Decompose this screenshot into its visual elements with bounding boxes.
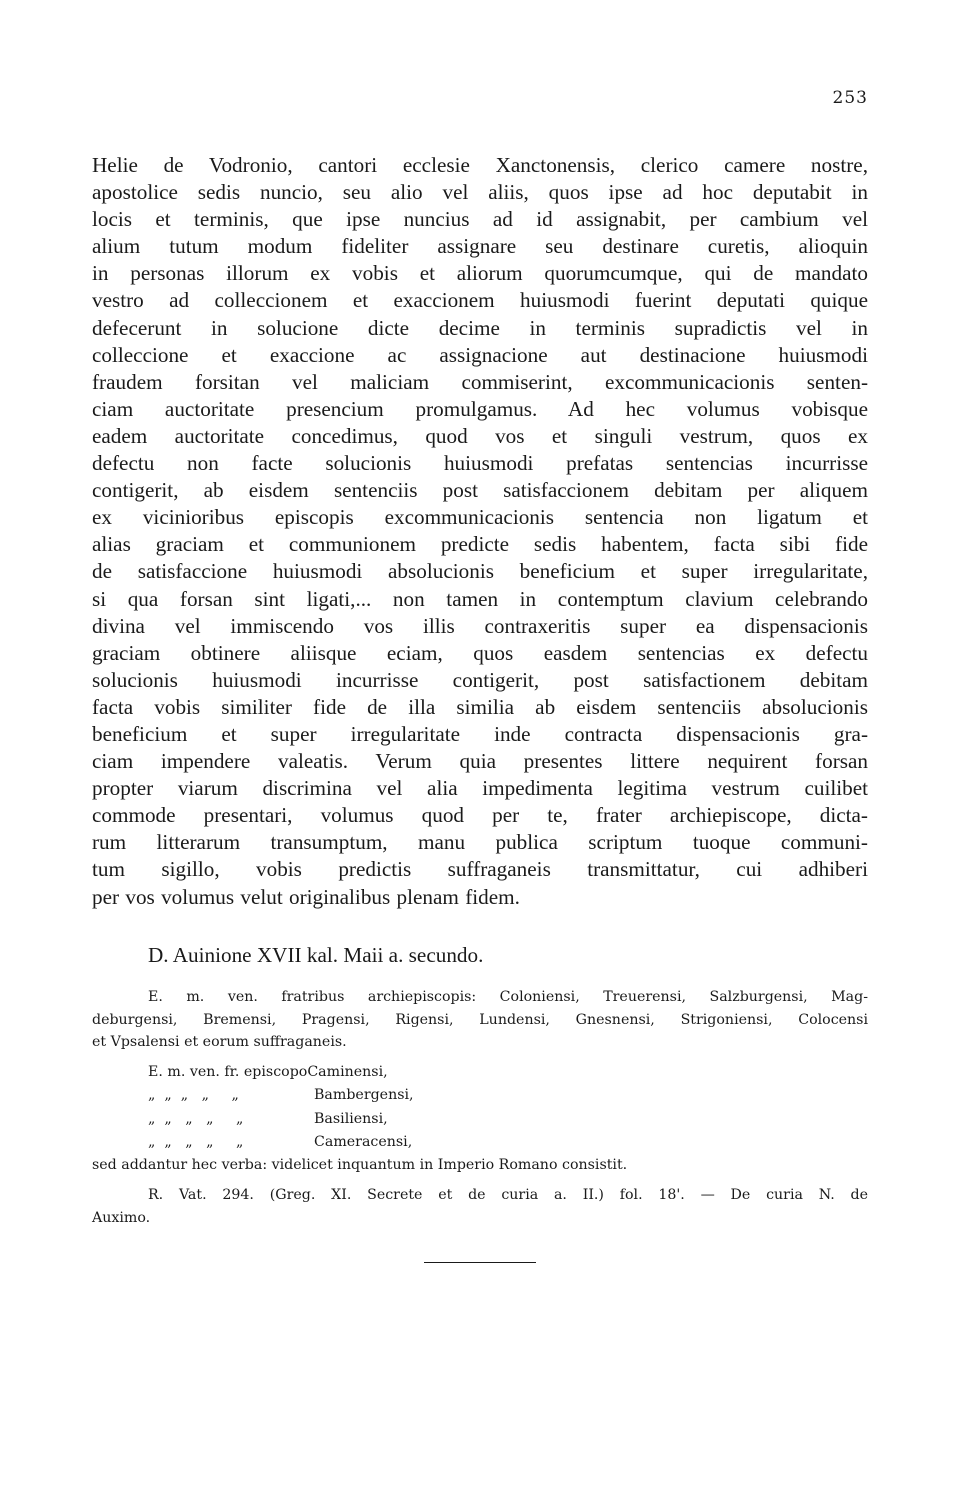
text-line: colleccione et exaccione ac assignacione aut destinacione huiusmodi: [92, 342, 868, 367]
text-line: facta vobis similiter fide de illa similia ab eisdem sentenciis absolucionis: [92, 694, 868, 719]
text-line: propter viarum discrimina vel alia impedimenta legitima vestrum cuilibet: [92, 776, 868, 801]
text-line: divina vel immiscendo vos illis contraxeritis super ea dispensacionis: [92, 613, 868, 638]
text-line: in personas illorum ex vobis et aliorum quorumcumque, qui de mandato: [92, 261, 868, 286]
copy-recipient-row: [92, 1084, 868, 1108]
text-line: vestro ad colleccionem et exaccionem huiusmodi fuerint deputati quique: [92, 288, 868, 313]
text-line: deburgensi, Bremensi, Pragensi, Rigensi, Lundensi, Gnesnensi, Strigoniensi, Colocensi: [92, 1011, 868, 1028]
end-rule: [424, 1262, 536, 1263]
addressees-note: [92, 986, 868, 1054]
text-line: per vos volumus velut originalibus plenam fidem.: [92, 884, 520, 909]
copy-prefix: „ „ „ „ „: [148, 1087, 239, 1104]
text-line: tum sigillo, vobis predictis suffraganeis transmittatur, cui adhiberi: [92, 857, 868, 882]
copies-note: sed addantur hec verba: videlicet inquantum in Imperio Romano consistit.: [92, 1157, 628, 1174]
copy-prefix: „ „ „ „ „: [148, 1110, 244, 1127]
text-line: alias graciam et communionem predicte sedis habentem, facta sibi fide: [92, 532, 868, 557]
source-reference: [92, 1184, 868, 1229]
text-line: ciam impendere valeatis. Verum quia presentes littere nequirent forsan: [92, 749, 868, 774]
document-body: [92, 152, 868, 911]
copy-recipient: Basiliensi,: [314, 1110, 388, 1127]
text-line: ex vicinioribus episcopis excommunicacionis sentencia non ligatum et: [92, 505, 868, 530]
text-line: graciam obtinere aliisque eciam, quos easdem sentencias ex defectu: [92, 640, 868, 665]
copy-recipient: Cameracensi,: [314, 1134, 413, 1151]
text-line: R. Vat. 294. (Greg. XI. Secrete et de curia a. II.) fol. 18'. — De curia N. de: [148, 1187, 868, 1203]
text-line: Helie de Vodronio, cantori ecclesie Xanctonensis, clerico camere nostre,: [92, 153, 868, 177]
copy-recipient: Bambergensi,: [314, 1087, 414, 1104]
text-line: defectu non facte solucionis huiusmodi prefatas sentencias incurrisse: [92, 451, 868, 476]
copies-list: [92, 1060, 868, 1177]
text-line: alium tutum modum fideliter assignare seu destinare curetis, alioquin: [92, 234, 868, 259]
text-line: beneficium et super irregularitate inde contracta dispensacionis gra-: [92, 721, 868, 746]
text-line: defecerunt in solucione dicte decime in terminis supradictis vel in: [92, 315, 868, 340]
copy-recipient-row: [92, 1107, 868, 1131]
copy-prefix: „ „ „ „ „: [148, 1134, 244, 1151]
text-line: si qua forsan sint ligati,... non tamen in contemptum clavium celebrando: [92, 586, 868, 611]
text-line: Auximo.: [92, 1209, 151, 1226]
text-line: rum litterarum transumptum, manu publica scriptum tuoque communi-: [92, 830, 868, 855]
text-line: apostolice sedis nuncio, seu alio vel aliis, quos ipse ad hoc deputabit in: [92, 180, 868, 205]
copy-prefix: E. m. ven. fr. episcopo: [148, 1063, 308, 1080]
copy-recipient-row: [92, 1060, 868, 1084]
dating-line: D. Auinione XVII kal. Maii a. secundo.: [148, 943, 484, 967]
text-line: eadem auctoritate concedimus, quod vos et singuli vestrum, quos ex: [92, 423, 868, 448]
text-line: ciam auctoritate presencium promulgamus. Ad hec volumus vobisque: [92, 396, 868, 421]
copy-recipient-row: [92, 1131, 868, 1155]
text-line: E. m. ven. fratribus archiepiscopis: Coloniensi, Treuerensi, Salzburgensi, Mag-: [148, 989, 868, 1005]
text-line: fraudem forsitan vel maliciam commiserint, excommunicacionis senten-: [92, 369, 868, 394]
text-line: solucionis huiusmodi incurrisse contigerit, post satisfactionem debitam: [92, 667, 868, 692]
text-line: et Vpsalensi et eorum suffraganeis.: [92, 1034, 347, 1051]
page-number: 253: [832, 88, 868, 108]
text-line: contigerit, ab eisdem sentenciis post satisfaccionem debitam per aliquem: [92, 478, 868, 503]
text-line: commode presentari, volumus quod per te, frater archiepiscope, dicta-: [92, 803, 868, 828]
text-line: locis et terminis, que ipse nuncius ad id assignabit, per cambium vel: [92, 207, 868, 232]
copy-recipient: Caminensi,: [307, 1063, 388, 1080]
text-line: de satisfaccione huiusmodi absolucionis beneficium et super irregularitate,: [92, 559, 868, 584]
